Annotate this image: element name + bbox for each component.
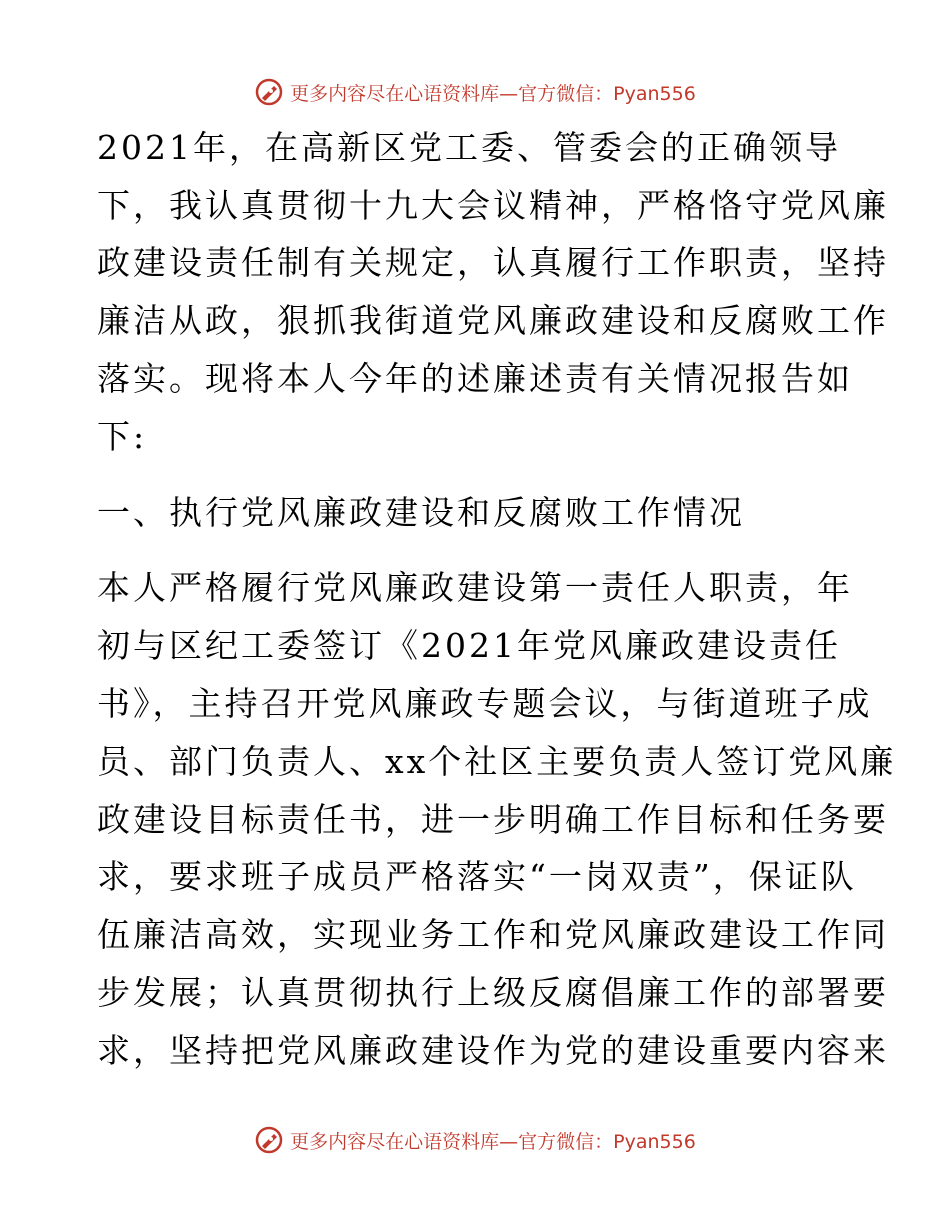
text-line: 步发展；认真贯彻执行上级反腐倡廉工作的部署要 [97,973,889,1012]
header-banner [0,72,950,112]
text-line: 政建设目标责任书，进一步明确工作目标和任务要 [97,800,889,839]
text-line: 员、部门负责人、xx个社区主要负责人签订党风廉 [97,742,897,781]
text-line: 伍廉洁高效，实现业务工作和党风廉政建设工作同 [97,915,889,954]
text-line: 本人严格履行党风廉政建设第一责任人职责，年 [97,568,853,607]
section-heading: 一、执行党风廉政建设和反腐败工作情况 [97,493,745,532]
text-line: 初与区纪工委签订《2021年党风廉政建设责任 [97,626,841,665]
text-line: 政建设责任制有关规定，认真履行工作职责，坚持 [97,243,889,282]
text-line: 求，要求班子成员严格落实“一岗双责”，保证队 [97,857,857,896]
pen-logo-icon [254,1125,284,1155]
text-line: 2021年，在高新区党工委、管委会的正确领导 [97,128,841,167]
text-line: 书》，主持召开党风廉政专题会议，与街道班子成 [97,684,873,723]
banner-text: 更多内容尽在心语资料库—官方微信：Pyan556 [290,82,696,105]
text-line: 落实。现将本人今年的述廉述责有关情况报告如 [97,359,853,398]
banner-text: 更多内容尽在心语资料库—官方微信：Pyan556 [290,1130,696,1153]
text-line: 下，我认真贯彻十九大会议精神，严格恪守党风廉 [97,186,889,225]
pen-logo-icon [254,77,284,107]
text-line: 下: [97,417,148,456]
text-line: 廉洁从政，狠抓我街道党风廉政建设和反腐败工作 [97,301,889,340]
footer-banner [0,1120,950,1160]
text-line: 求，坚持把党风廉政建设作为党的建设重要内容来 [97,1031,889,1070]
